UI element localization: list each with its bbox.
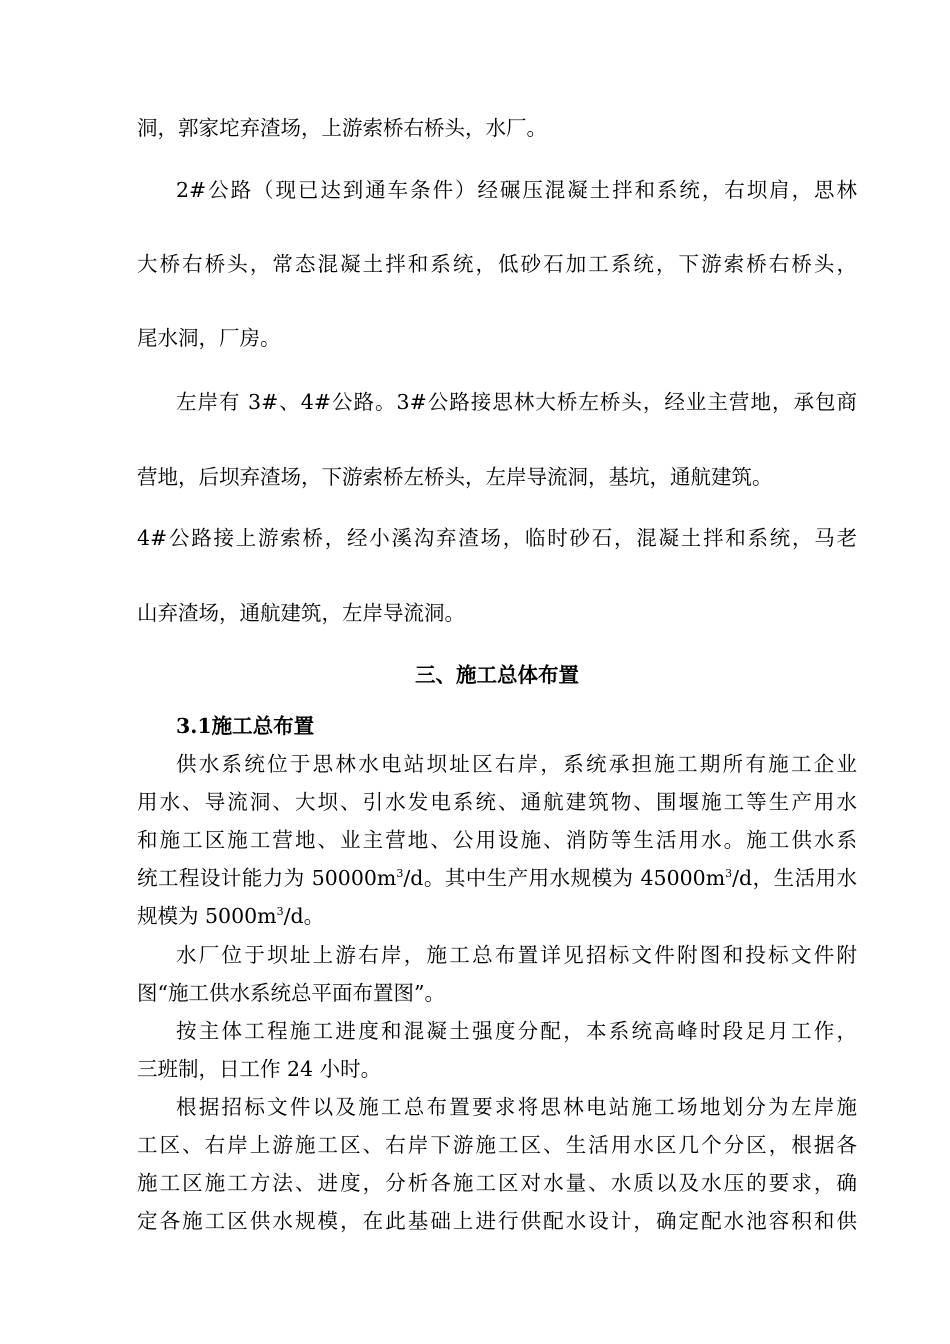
paragraph-line: 按主体工程施工进度和混凝土强度分配，本系统高峰时段足月工作， [176, 1019, 857, 1043]
superscript: 3 [276, 905, 284, 918]
paragraph-line: 营地，后坝弃渣场，下游索桥左桥头，左岸导流洞，基坑，通航建筑。 [137, 465, 773, 489]
paragraph-line: 定各施工区供水规模，在此基础上进行供配水设计，确定配水池容积和供 [137, 1209, 857, 1233]
paragraph-line: 施工区施工方法、进度，分析各施工区对水量、水质以及水压的要求，确 [137, 1171, 857, 1195]
paragraph-line: 2#公路（现已达到通车条件）经碾压混凝土拌和系统，右坝肩，思林 [176, 178, 857, 202]
paragraph-line: 三班制，日工作 24 小时。 [137, 1057, 382, 1081]
text-span: 统工程设计能力为 50000m [137, 866, 397, 890]
subsection-heading: 3.1施工总布置 [176, 714, 315, 738]
paragraph-line: 山弃渣场，通航建筑，左岸导流洞。 [137, 601, 465, 625]
paragraph-line: 洞，郭家坨弃渣场，上游索桥右桥头，水厂。 [137, 116, 547, 140]
paragraph-line: 和施工区施工营地、业主营地、公用设施、消防等生活用水。施工供水系 [137, 828, 857, 852]
paragraph-line [137, 902, 857, 930]
paragraph-line: 图“施工供水系统总平面布置图”。 [137, 981, 445, 1005]
paragraph-line: 尾水洞，厂房。 [137, 326, 281, 350]
text-span: 规模为 5000m [137, 904, 277, 928]
paragraph-line: 左岸有 3#、4#公路。3#公路接思林大桥左桥头，经业主营地，承包商 [176, 390, 857, 414]
text-span: /d。 [283, 904, 325, 928]
paragraph-line: 供水系统位于思林水电站坝址区右岸，系统承担施工期所有施工企业 [176, 752, 857, 776]
paragraph-line: 根据招标文件以及施工总布置要求将思林电站施工场地划分为左岸施 [176, 1095, 857, 1119]
paragraph-line: 大桥右桥头，常态混凝土拌和系统，低砂石加工系统，下游索桥右桥头， [137, 252, 857, 276]
paragraph-line [137, 864, 857, 892]
paragraph-line: 用水、导流洞、大坝、引水发电系统、通航建筑物、围堰施工等生产用水 [137, 790, 857, 814]
superscript: 3 [396, 867, 404, 880]
paragraph-line: 4#公路接上游索桥，经小溪沟弃渣场，临时砂石，混凝土拌和系统，马老 [137, 526, 857, 550]
text-span: /d，生活用水 [732, 866, 857, 890]
paragraph-line: 工区、右岸上游施工区、右岸下游施工区、生活用水区几个分区，根据各 [137, 1133, 857, 1157]
superscript: 3 [725, 867, 733, 880]
text-span: /d。其中生产用水规模为 45000m [403, 866, 726, 890]
section-heading: 三、施工总体布置 [415, 663, 579, 687]
paragraph-line: 水厂位于坝址上游右岸，施工总布置详见招标文件附图和投标文件附 [176, 943, 857, 967]
